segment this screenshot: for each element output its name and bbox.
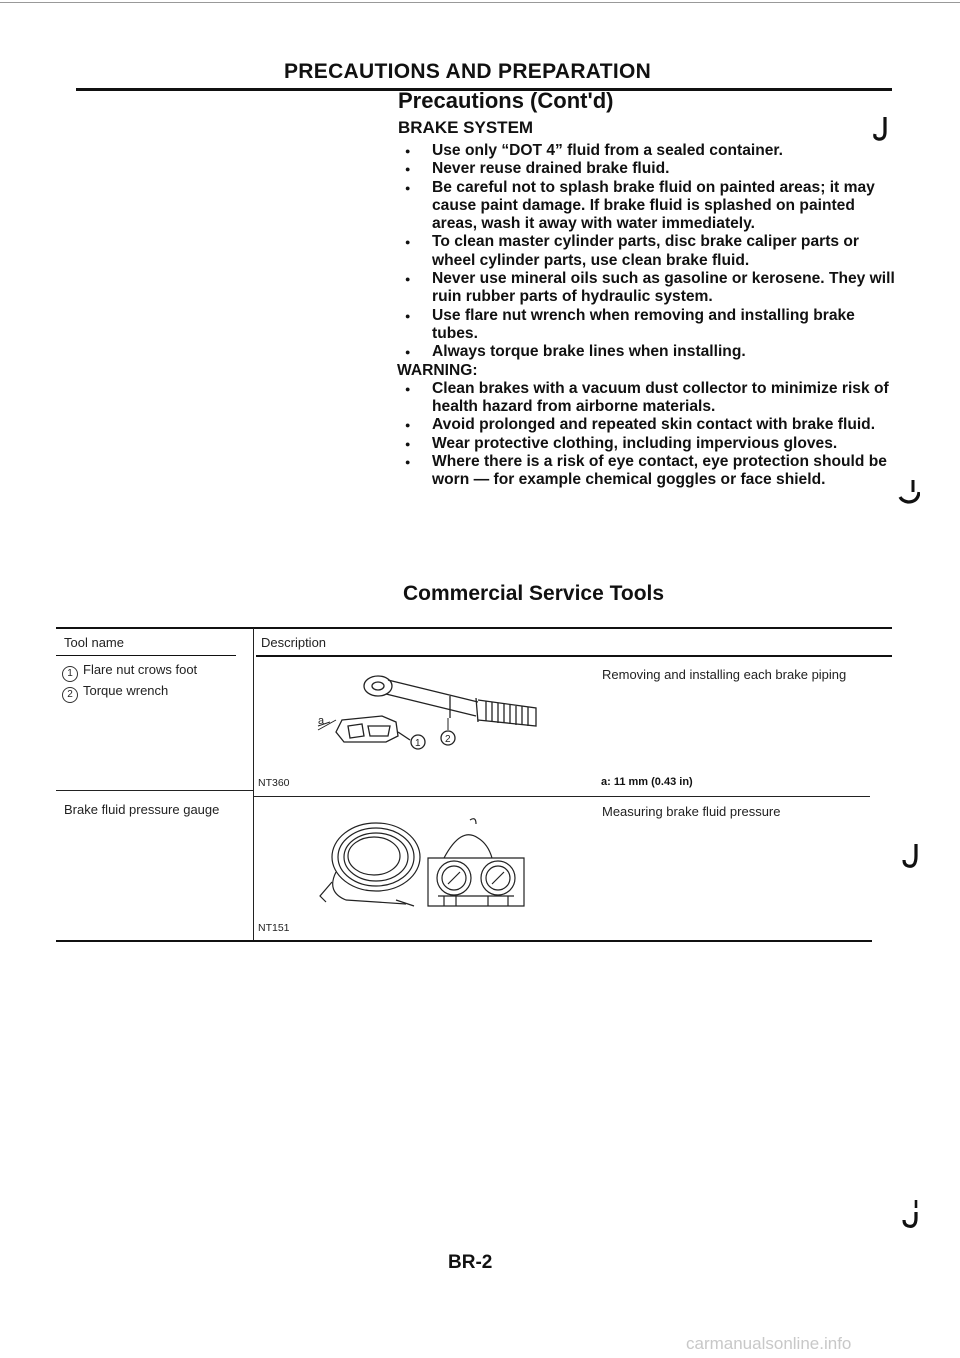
chapter-title: PRECAUTIONS AND PREPARATION bbox=[284, 60, 652, 83]
bullet-item: ● Be careful not to splash brake fluid on painted areas; it may cause paint damage. If brake fluid is splashed on painted areas, wash it away with water immediately. bbox=[403, 179, 899, 234]
figure-code: NT360 bbox=[258, 777, 290, 789]
tool-name-line bbox=[62, 682, 197, 703]
tool-name-text: Flare nut crows foot bbox=[83, 662, 198, 677]
callout-1: 1 bbox=[415, 738, 421, 749]
warning-item: ● Where there is a risk of eye contact, eye protection should be worn — for example chemical goggles or face shield. bbox=[403, 453, 899, 490]
header-tool-name: Tool name bbox=[64, 635, 124, 650]
warning-item: ● Wear protective clothing, including impervious gloves. bbox=[403, 435, 899, 453]
watermark-text: carmanualsonline.info bbox=[686, 1334, 852, 1353]
page-number: BR-2 bbox=[448, 1252, 493, 1273]
table-header-rule bbox=[256, 655, 892, 657]
callout-number: 2 bbox=[62, 687, 78, 703]
tool-description: Removing and installing each brake piping bbox=[602, 667, 847, 682]
bullet-item: ● Never reuse drained brake fluid. bbox=[403, 160, 899, 178]
warning-item: ● Clean brakes with a vacuum dust collector to minimize risk of health hazard from airborne materials. bbox=[403, 380, 899, 417]
warning-label: WARNING: bbox=[397, 361, 478, 379]
tools-section-title: Commercial Service Tools bbox=[403, 582, 665, 605]
warning-list bbox=[403, 380, 899, 490]
precautions-body bbox=[397, 142, 899, 490]
tool-name-text: Torque wrench bbox=[83, 683, 169, 698]
bullet-item: ● To clean master cylinder parts, disc brake caliper parts or wheel cylinder parts, use clean brake fluid. bbox=[403, 233, 899, 270]
revision-check-icon bbox=[902, 842, 922, 872]
bullet-item: ● Never use mineral oils such as gasoline or kerosene. They will ruin rubber parts of hydraulic system. bbox=[403, 270, 899, 307]
table-top-rule bbox=[56, 627, 892, 629]
tool-name-line bbox=[62, 661, 197, 682]
warning-item: ● Avoid prolonged and repeated skin contact with brake fluid. bbox=[403, 416, 899, 434]
revision-check-icon bbox=[898, 478, 920, 508]
table-header-rule bbox=[56, 655, 236, 656]
pressure-gauge-illustration bbox=[296, 812, 536, 912]
bullet-item: ● Use flare nut wrench when removing and installing brake tubes. bbox=[403, 307, 899, 344]
bullet-item: ● Always torque brake lines when installing. bbox=[403, 343, 899, 361]
table-column-divider bbox=[253, 628, 254, 942]
table-row-rule bbox=[254, 796, 870, 797]
revision-check-icon bbox=[873, 116, 889, 142]
callout-number: 1 bbox=[62, 666, 78, 682]
torque-wrench-illustration bbox=[300, 670, 550, 762]
revision-check-icon bbox=[902, 1198, 922, 1232]
callout-a: a bbox=[318, 715, 325, 727]
subsection-title: BRAKE SYSTEM bbox=[398, 118, 534, 137]
precautions-list bbox=[403, 142, 899, 362]
table-row-rule bbox=[56, 790, 254, 791]
table-bottom-rule bbox=[56, 940, 872, 942]
top-border-rule bbox=[0, 2, 960, 3]
callout-2: 2 bbox=[445, 734, 451, 745]
tool-name-cell: Brake fluid pressure gauge bbox=[64, 802, 220, 817]
tool-name-cell bbox=[62, 661, 197, 703]
tool-spec: a: 11 mm (0.43 in) bbox=[601, 776, 693, 788]
section-title: Precautions (Cont'd) bbox=[398, 88, 614, 113]
figure-code: NT151 bbox=[258, 922, 290, 934]
tool-description: Measuring brake fluid pressure bbox=[602, 804, 781, 819]
header-description: Description bbox=[261, 635, 327, 650]
bullet-item: ● Use only “DOT 4” fluid from a sealed container. bbox=[403, 142, 899, 160]
